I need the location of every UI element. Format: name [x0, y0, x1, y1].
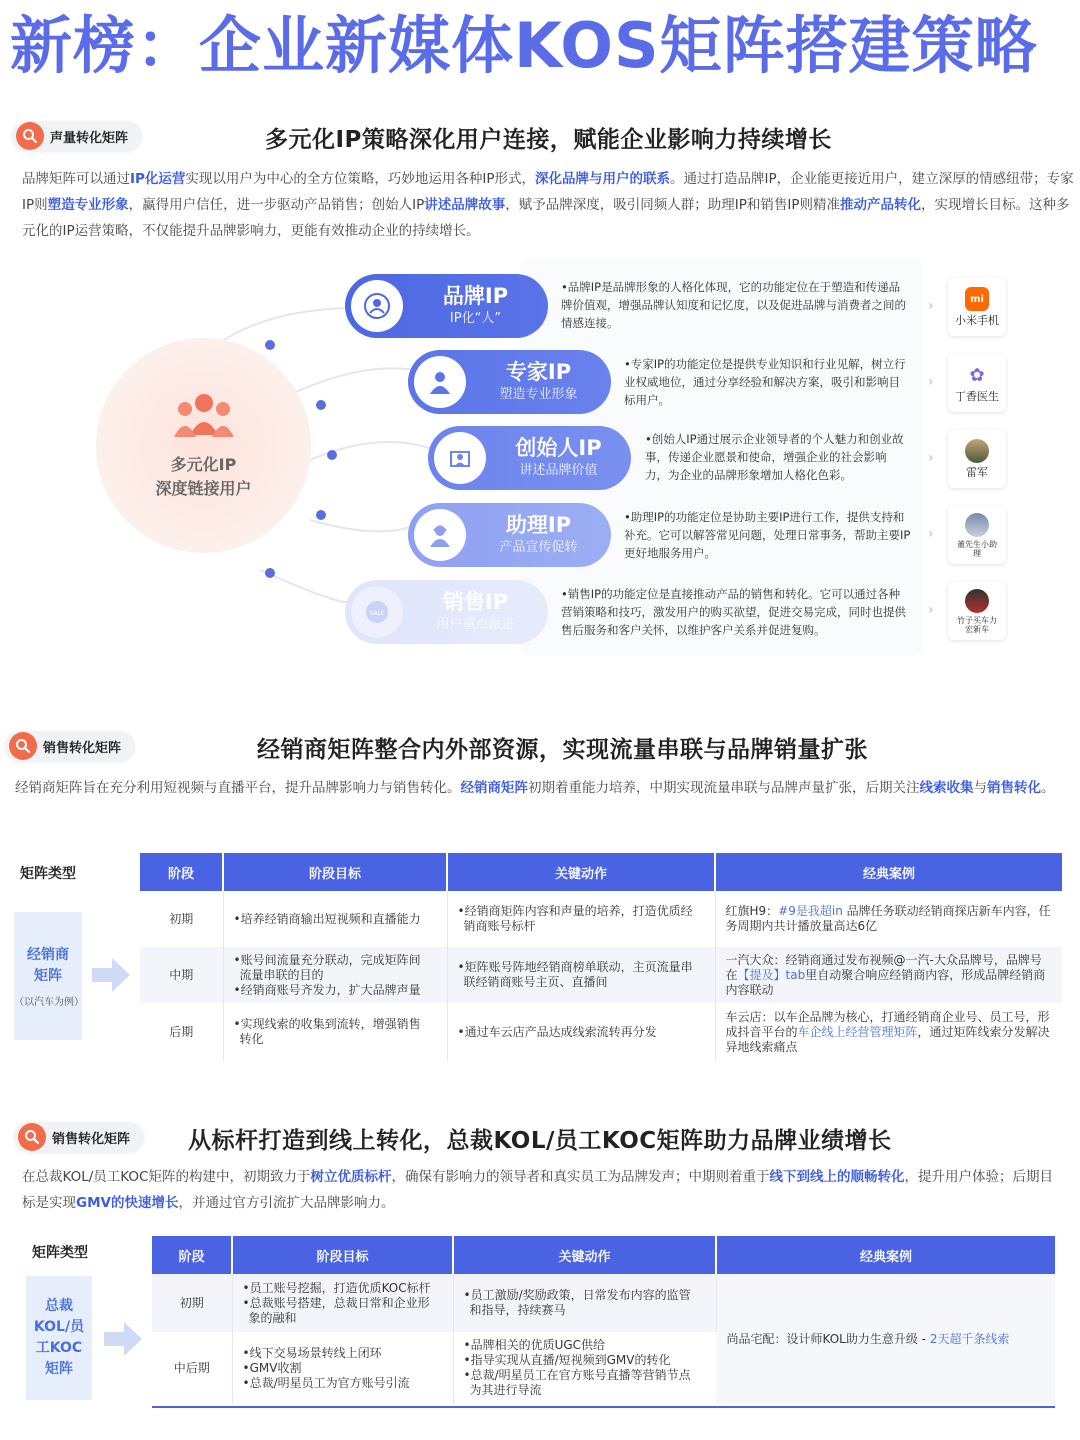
xiaomi-logo-icon: mi [965, 287, 989, 311]
goal-cell: •线下交易场景转线上闭环 •GMV收割 •总裁/明星员工为官方账号引流 [232, 1332, 453, 1404]
dealer-matrix-table [140, 853, 1062, 1061]
ip-subtitle: 用户重点跟进 [436, 617, 515, 632]
chevron-right-icon: › [928, 526, 934, 542]
matrix-type-example: （以汽车为例） [14, 996, 84, 1008]
matrix-type-label: 经销商 [27, 946, 69, 963]
sale-tag-icon [351, 586, 403, 638]
section-tag-label: 声量转化矩阵 [50, 130, 129, 146]
chevron-right-icon: › [928, 602, 934, 618]
assistant-icon [414, 509, 466, 561]
section-tag-label: 销售转化矩阵 [52, 1131, 131, 1147]
section-heading: 多元化IP策略深化用户连接，赋能企业影响力持续增长 [265, 127, 832, 153]
action-cell: •品牌相关的优质UGC供给 •指导实现从直播/短视频到GMV的转化 •总裁/明星员工在官方账号直播等营销节点 为其进行导流 [463, 1338, 691, 1397]
center-circle [96, 338, 311, 553]
matrix-type-label: 工KOC [35, 1340, 83, 1356]
ip-pill-expert [408, 350, 611, 414]
table-row [140, 891, 1062, 947]
matrix-type-box [14, 912, 82, 1040]
case-cell: 车云店：以车企品牌为核心，打通经销商企业号、员工号，形成抖音平台的车企线上经营管理矩阵，通过矩阵线索分发解决异地线索痛点 [725, 1009, 1050, 1054]
ip-name: 助理IP [505, 513, 572, 537]
matrix-type-label: 总裁 [45, 1298, 73, 1314]
section-tag [5, 731, 135, 761]
action-cell: •通过车云店产品达成线索流转再分发 [447, 1003, 715, 1061]
column-header: 经典案例 [715, 853, 1062, 891]
column-header: 阶段目标 [232, 1236, 453, 1274]
case-cell: 一汽大众：经销商通过发布视频@一汽-大众品牌号，品牌号在【提及】tab里自动聚合响应经销商内容，形成品牌经销商内容联动 [715, 947, 1062, 1003]
ip-subtitle: IP化“人” [449, 311, 502, 326]
case-cell: 红旗H9：#9是我超in 品牌任务联动经销商探店新车内容，任务周期内共计播放量高达6亿 [725, 904, 1051, 933]
chevron-right-icon: › [928, 298, 934, 314]
arrow-right-icon [92, 958, 130, 992]
ip-description: •助理IP的功能定位是协助主要IP进行工作，提供支持和补充。它可以解答常见问题，处理日常事务，帮助主要IP更好地服务用户。 [624, 510, 911, 560]
center-label-line1: 多元化IP [170, 454, 237, 474]
ip-description: •品牌IP是品牌形象的人格化体现，它的功能定位在于塑造和传递品牌价值观，增强品牌认知度和记忆度，以及促进品牌与消费者之间的情感连接。 [561, 280, 906, 330]
connector-dot [316, 400, 326, 410]
expert-icon [414, 356, 466, 408]
goal-cell: •培养经销商输出短视频和直播能力 [223, 891, 447, 947]
matrix-type-label: 矩阵 [45, 1361, 73, 1377]
avatar [965, 589, 989, 613]
column-header: 阶段目标 [223, 853, 447, 891]
ip-pill-assistant [408, 503, 611, 567]
ip-name: 销售IP [442, 590, 509, 614]
matrix-type-box [26, 1276, 92, 1400]
table-bottom-line [152, 1406, 1055, 1408]
column-header: 阶段 [152, 1236, 232, 1274]
stage-cell: 后期 [140, 1003, 223, 1061]
section-paragraph: 在总裁KOL/员工KOC矩阵的构建中，初期致力于树立优质标杆，确保有影响力的领导者和真实员工为品牌发声；中期则着重于线下到线上的顺畅转化，提升用户体验；后期目标是实现GMV的快速增长，并通过官方引流扩大品牌影响力。 [22, 1169, 1053, 1211]
column-header: 经典案例 [716, 1236, 1055, 1274]
center-label-line2: 深度链接用户 [155, 478, 252, 498]
table-row [140, 947, 1062, 1003]
column-header: 阶段 [140, 853, 223, 891]
stage-cell: 初期 [140, 891, 223, 947]
column-header: 关键动作 [447, 853, 715, 891]
ip-subtitle: 塑造专业形象 [499, 387, 578, 402]
goal-cell: •账号间流量充分联动，完成矩阵间 流量串联的目的 •经销商账号齐发力，扩大品牌声量 [223, 947, 447, 1003]
matrix-type-header: 矩阵类型 [32, 1245, 88, 1261]
brand-label: 雷军 [966, 466, 988, 479]
stage-cell: 中期 [140, 947, 223, 1003]
person-badge-icon [351, 280, 403, 332]
ip-pill-brand [345, 274, 548, 338]
people-group-icon [173, 391, 235, 443]
table-row [152, 1274, 1055, 1332]
connector-dot [265, 340, 275, 350]
svg-text:SALE: SALE [369, 610, 385, 617]
brand-card [948, 506, 1006, 564]
flower-logo-icon: ✿ [965, 363, 989, 387]
case-cell: 尚品宅配：设计师KOL助力生意升级 - 2天超千条线索 [716, 1274, 1055, 1404]
ip-name: 创始人IP [515, 436, 602, 460]
stage-cell: 中后期 [152, 1332, 232, 1404]
brand-label: 竹子买车力宏新车 [957, 615, 997, 634]
table-row [140, 1003, 1062, 1061]
section-paragraph: 品牌矩阵可以通过IP化运营实现以用户为中心的全方位策略，巧妙地运用各种IP形式，深化品牌与用户的联系。通过打造品牌IP，企业能更接近用户，建立深厚的情感纽带；专家IP则塑造专业形象，赢得用户信任，进一步驱动产品销售；创始人IP讲述品牌故事，赋予品牌深度，吸引同频人群；助理IP和销售IP则精准推动产品转化，实现增长目标。这种多元化的IP运营策略，不仅能提升品牌影响力，更能有效推动企业的持续增长。 [22, 171, 1074, 239]
brand-label: 丁香医生 [955, 390, 999, 403]
ip-subtitle: 讲述品牌价值 [519, 463, 598, 478]
matrix-type-label: KOL/员 [33, 1319, 85, 1335]
ip-pill-sales [345, 580, 548, 644]
ip-description: •创始人IP通过展示企业领导者的个人魅力和创业故事，传递企业愿景和使命，增强企业的社会影响力，为企业的品牌形象增加人格化色彩。 [645, 432, 904, 482]
stage-cell: 初期 [152, 1274, 232, 1332]
founder-icon [434, 432, 486, 484]
connector-dot [327, 450, 337, 460]
brand-label: 董先生小助理 [957, 539, 997, 558]
section-tag [12, 121, 142, 151]
ip-description: •销售IP的功能定位是直接推动产品的销售和转化。它可以通过各种营销策略和技巧，激发用户的购买欲望，促进交易完成，同时也提供售后服务和客户关怀，以维护客户关系并促进复购。 [561, 587, 906, 637]
brand-card [948, 430, 1006, 488]
goal-cell: •员工账号挖掘，打造优质KOC标杆 •总裁账号搭建，总裁日常和企业形 象的融和 [232, 1274, 453, 1332]
connector-dot [265, 568, 275, 578]
matrix-type-label: 矩阵 [34, 967, 62, 984]
search-icon [18, 1123, 46, 1151]
column-header: 关键动作 [453, 1236, 716, 1274]
action-cell: •员工激励/奖励政策，日常发布内容的监管 和指导，持续赛马 [453, 1274, 716, 1332]
ip-description: •专家IP的功能定位是提供专业知识和行业见解，树立行业权威地位，通过分享经验和解决方案，吸引和影响目标用户。 [624, 357, 906, 407]
action-cell: •经销商矩阵内容和声量的培养，打造优质经 销商账号标杆 [447, 891, 715, 947]
brand-card [948, 582, 1006, 640]
section-paragraph: 经销商矩阵旨在充分利用短视频与直播平台，提升品牌影响力与销售转化。经销商矩阵初期着重能力培养，中期实现流量串联与品牌声量扩张，后期关注线索收集与销售转化。 [15, 780, 1055, 796]
page-title: 新榜：企业新媒体KOS矩阵搭建策略 [10, 9, 1038, 82]
ip-name: 专家IP [505, 360, 572, 384]
brand-label: 小米手机 [955, 314, 999, 327]
connector-dot [316, 510, 326, 520]
brand-card [948, 354, 1006, 412]
search-icon [16, 122, 44, 150]
executive-matrix-table [152, 1236, 1055, 1404]
brand-card [948, 278, 1006, 336]
ip-subtitle: 产品宣传促转 [499, 540, 578, 555]
action-cell: •矩阵账号阵地经销商榜单联动，主页流量串 联经销商账号主页、直播间 [447, 947, 715, 1003]
search-icon [9, 732, 37, 760]
chevron-right-icon: › [928, 450, 934, 466]
section-tag-label: 销售转化矩阵 [43, 740, 122, 756]
ip-name: 品牌IP [442, 284, 509, 308]
ip-pill-founder [428, 426, 631, 490]
section-heading: 经销商矩阵整合内外部资源，实现流量串联与品牌销量扩张 [257, 737, 868, 763]
arrow-right-icon [104, 1322, 142, 1356]
avatar [965, 513, 989, 537]
goal-cell: •实现线索的收集到流转，增强销售 转化 [223, 1003, 447, 1061]
section-tag [14, 1122, 144, 1152]
section-heading: 从标杆打造到线上转化，总裁KOL/员工KOC矩阵助力品牌业绩增长 [188, 1128, 892, 1154]
chevron-right-icon: › [928, 374, 934, 390]
avatar [965, 439, 989, 463]
matrix-type-header: 矩阵类型 [20, 866, 76, 882]
